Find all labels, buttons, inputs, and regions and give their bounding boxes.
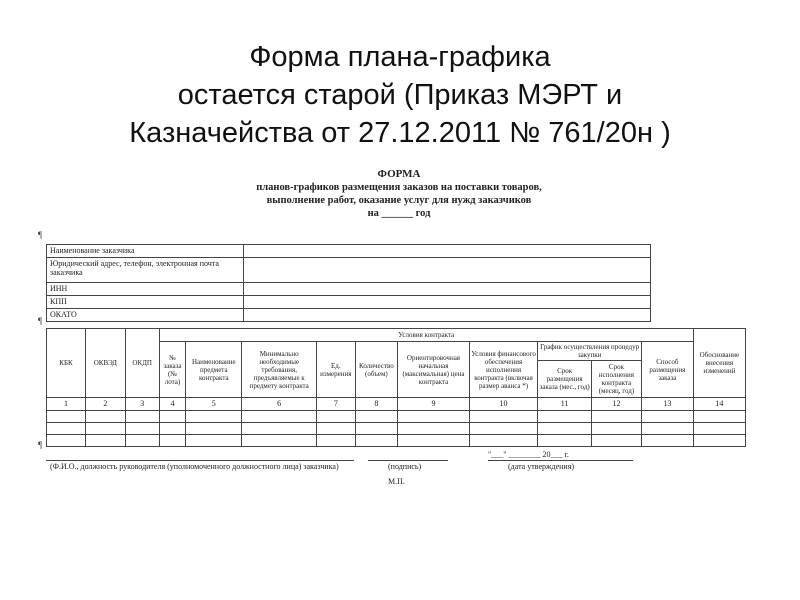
- col-number: 11: [538, 398, 592, 411]
- col-number: 13: [641, 398, 693, 411]
- form-heading-line-2: выполнение работ, оказание услуг для нужд заказчиков: [266, 195, 532, 206]
- title-line-3: Казначейства от 27.12.2011 № 761/20н ): [129, 117, 671, 149]
- col-number: 6: [242, 398, 317, 411]
- col-method: Способ размещения заказа: [641, 342, 693, 398]
- info-label-okato: ОКАТО: [47, 309, 244, 322]
- col-order-no: № заказа (№ лота): [159, 342, 186, 398]
- paragraph-mark: ¶: [38, 440, 43, 450]
- slide-title: [0, 38, 800, 152]
- signature-person-line: [46, 460, 354, 461]
- title-line-1: Форма плана-графика: [249, 41, 551, 73]
- col-unit: Ед. измерения: [317, 342, 356, 398]
- col-number: 5: [186, 398, 242, 411]
- stamp-place: М.П.: [388, 477, 405, 486]
- table-row: [47, 411, 746, 423]
- col-number: 3: [125, 398, 159, 411]
- info-row: [47, 296, 651, 309]
- info-label-address: Юридический адрес, телефон, электронная почта заказчика: [47, 258, 244, 283]
- col-number: 4: [159, 398, 186, 411]
- group-contract-conditions: Условия контракта: [159, 329, 693, 342]
- date-caption: (дата утверждения): [508, 462, 575, 471]
- col-min-requirements: Минимально необходимые требования, предъявляемые к предмету контракта: [242, 342, 317, 398]
- form-year-line: на ______ год: [367, 208, 431, 219]
- date-line: [488, 460, 633, 461]
- info-row: [47, 258, 651, 283]
- sign-caption: (подпись): [388, 462, 422, 471]
- info-label-kpp: КПП: [47, 296, 244, 309]
- col-okdp: ОКДП: [125, 329, 159, 398]
- customer-info-table: [46, 244, 651, 322]
- form-heading: [38, 168, 760, 220]
- form-title: ФОРМА: [377, 168, 421, 180]
- paragraph-mark: ¶: [38, 230, 43, 240]
- info-value: [244, 309, 651, 322]
- table-row: [47, 435, 746, 447]
- col-kbk: КБК: [47, 329, 86, 398]
- signature-line: [368, 460, 448, 461]
- col-financing: Условия финансового обеспечения исполнения контракта (включая размер аванса *): [469, 342, 538, 398]
- info-label-name: Наименование заказчика: [47, 245, 244, 258]
- info-value: [244, 258, 651, 283]
- schedule-table: [46, 328, 746, 447]
- col-number: 9: [398, 398, 470, 411]
- col-number: 1: [47, 398, 86, 411]
- info-row: [47, 283, 651, 296]
- paragraph-mark: ¶: [38, 316, 43, 326]
- col-subject: Наименование предмета контракта: [186, 342, 242, 398]
- col-number: 8: [355, 398, 398, 411]
- col-price: Ориентировочная начальная (максимальная) цена контракта: [398, 342, 470, 398]
- col-number: 2: [85, 398, 125, 411]
- col-okved: ОКВЭД: [85, 329, 125, 398]
- person-caption: (Ф.И.О., должность руководителя (уполномоченного должностного лица) заказчика): [50, 462, 339, 471]
- col-number: 14: [693, 398, 745, 411]
- column-number-row: [47, 398, 746, 411]
- info-value: [244, 245, 651, 258]
- header-row: [47, 329, 746, 342]
- col-exec-term: Срок исполнения контракта (месяц, год): [591, 361, 641, 398]
- form-heading-line-1: планов-графиков размещения заказов на поставки товаров,: [256, 182, 542, 193]
- info-label-inn: ИНН: [47, 283, 244, 296]
- info-row: [47, 245, 651, 258]
- info-value: [244, 296, 651, 309]
- col-placement-term: Срок размещения заказа (мес., год): [538, 361, 592, 398]
- col-justification: Обоснование внесения изменений: [693, 329, 745, 398]
- col-number: 10: [469, 398, 538, 411]
- col-quantity: Количество (объем): [355, 342, 398, 398]
- col-number: 7: [317, 398, 356, 411]
- group-procurement-schedule: График осуществления процедур закупки: [538, 342, 642, 361]
- table-row: [47, 423, 746, 435]
- approval-date: "___" ________ 20___ г.: [488, 450, 569, 459]
- title-line-2: остается старой (Приказ МЭРТ и: [177, 79, 623, 111]
- col-number: 12: [591, 398, 641, 411]
- form-document-scan: [38, 168, 760, 488]
- info-row: [47, 309, 651, 322]
- info-value: [244, 283, 651, 296]
